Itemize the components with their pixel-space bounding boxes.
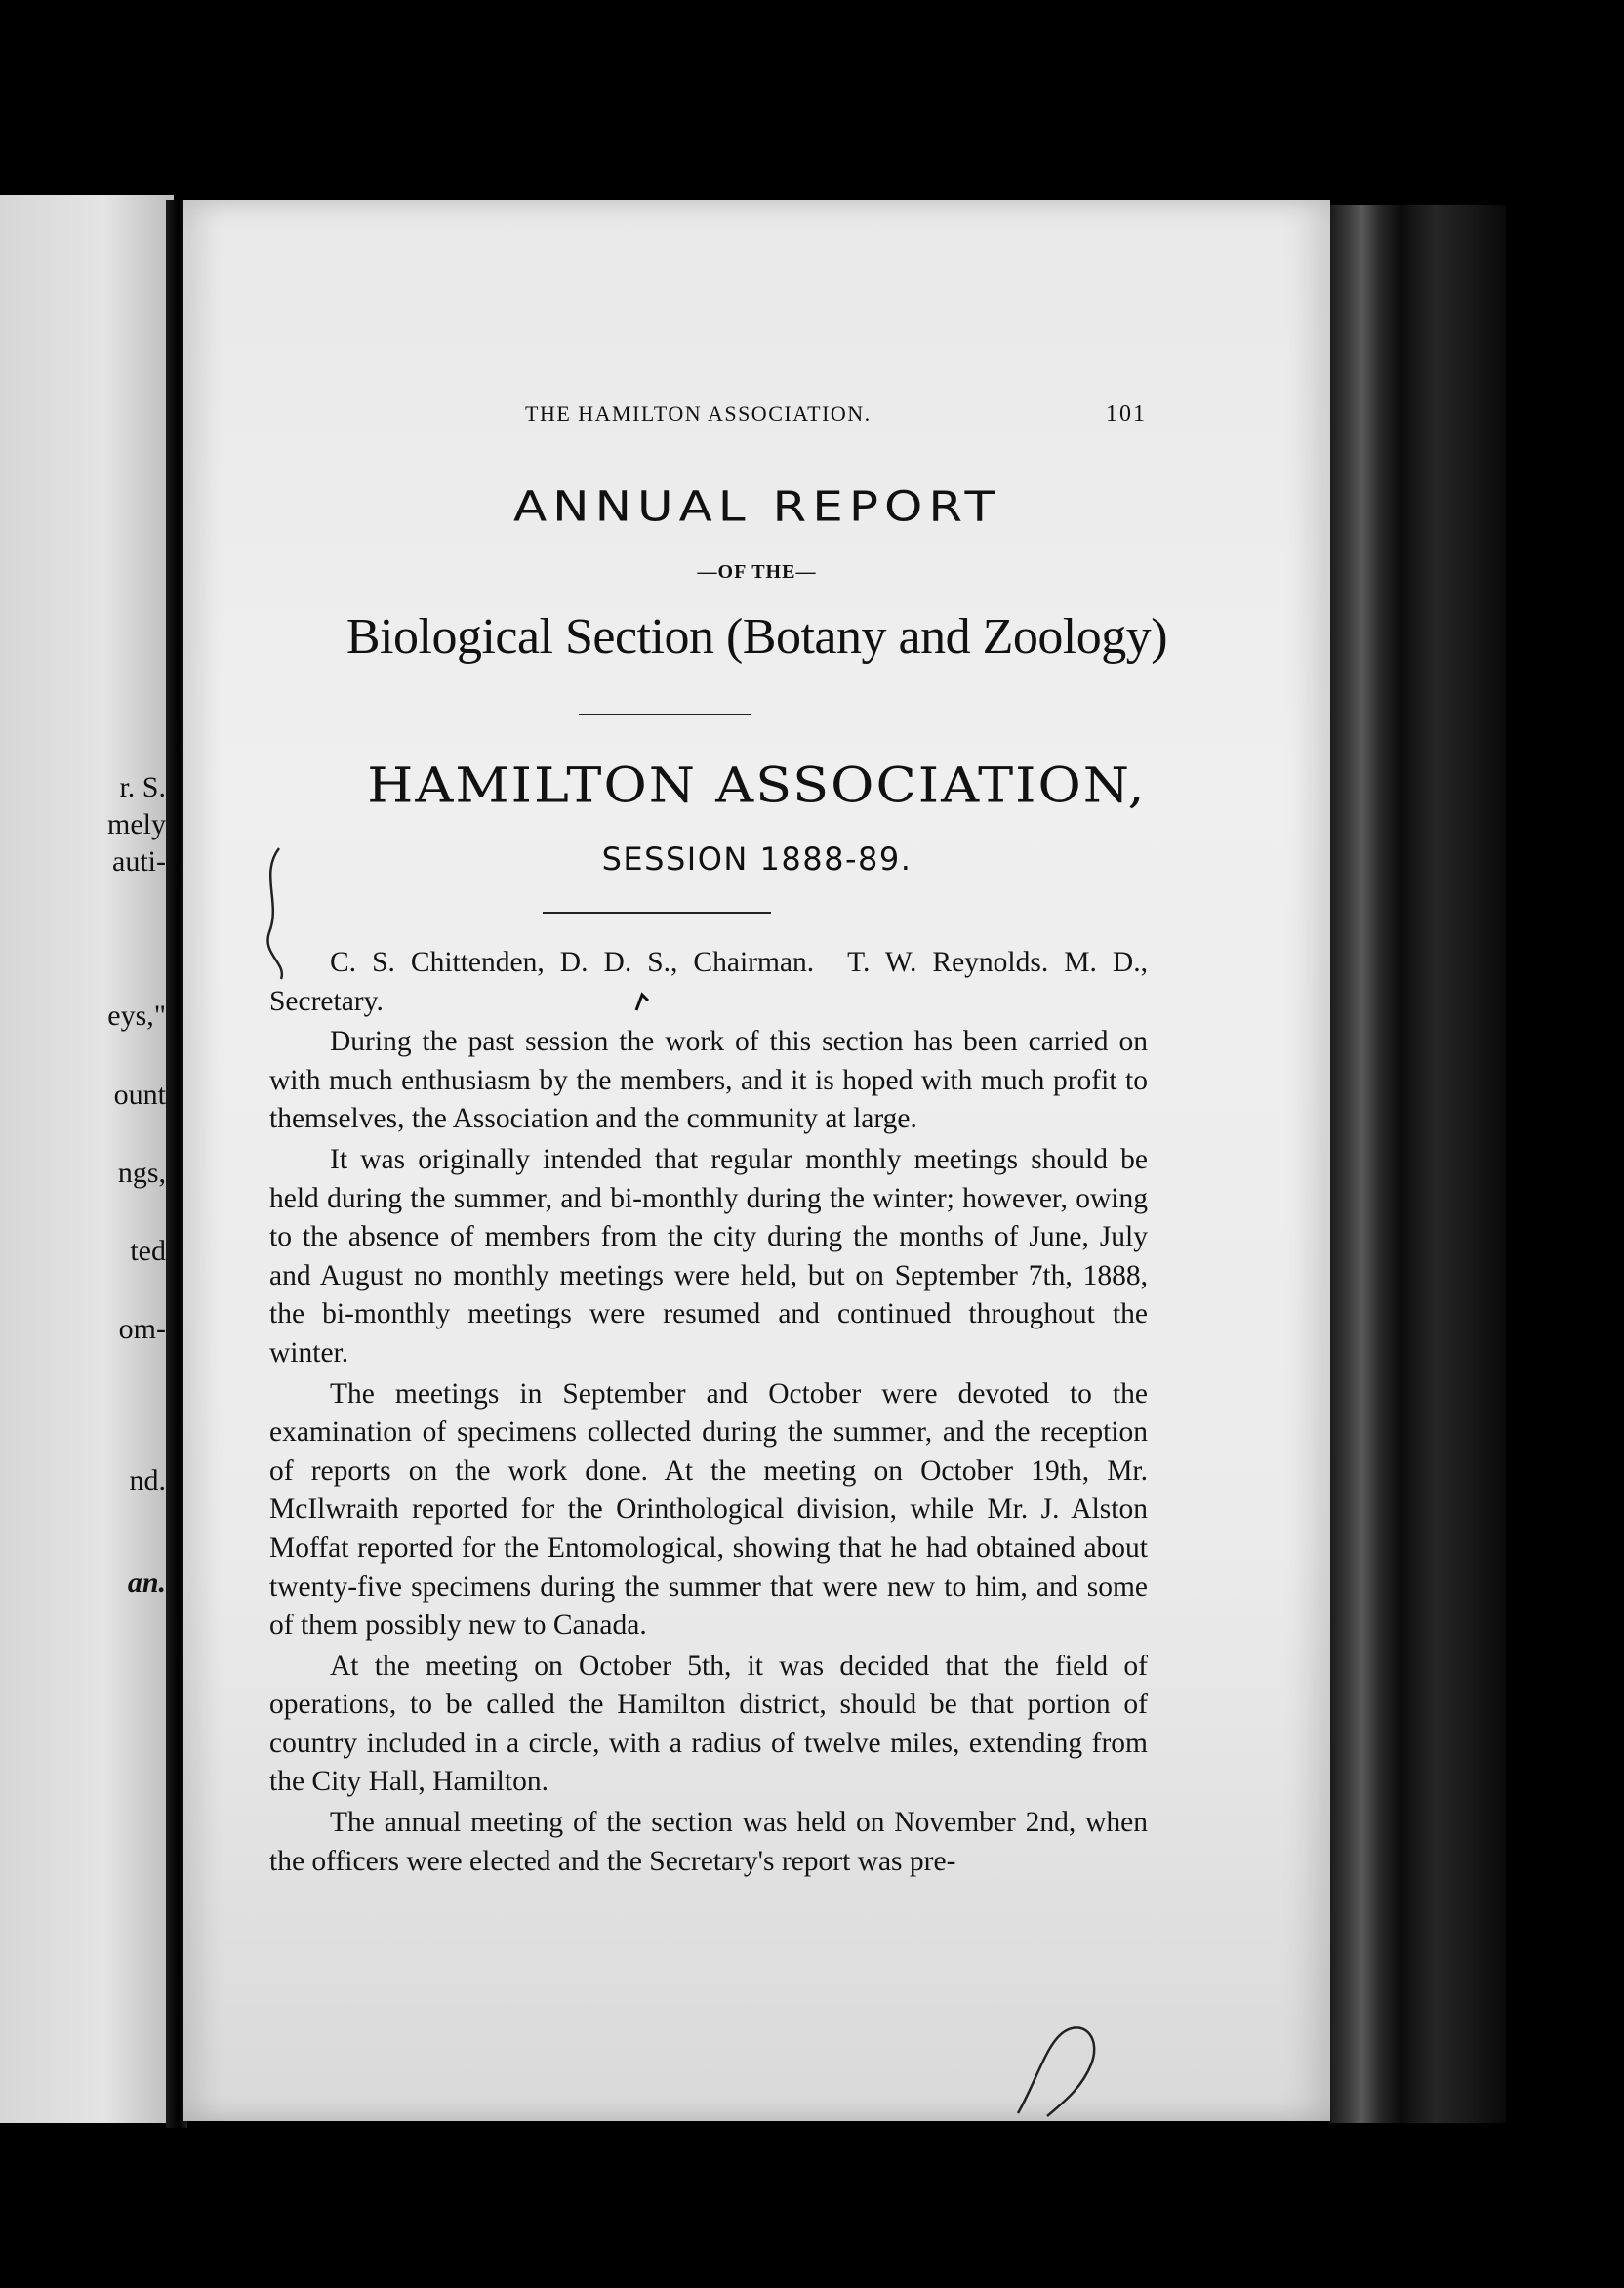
left-page-fragment: ngs, [117, 1157, 166, 1189]
left-page-fragment: eys," [107, 1000, 166, 1032]
left-page-fragment: ted [130, 1235, 166, 1267]
paragraph: At the meeting on October 5th, it was decided that the field of operations, to be called the Hamilton district, should be that portion of country included in a circle, with a radius of twelve miles, extending from the City Hall, Hamilton. [269, 1650, 1148, 1798]
association-title: HAMILTON ASSOCIATION, [367, 756, 1147, 814]
left-page-fragment: an. [127, 1567, 166, 1599]
section-title: Biological Section (Botany and Zoology) [345, 609, 1168, 665]
pencil-scribble-mark [1008, 2011, 1116, 2118]
session-title: SESSION 1888-89. [601, 840, 913, 878]
report-title: ANNUAL REPORT [512, 482, 1001, 531]
facing-page-left [0, 195, 174, 2123]
paragraph: During the past session the work of this section has been carried on with much enthusiasm by the members, and it is hoped with much profit to themselves, the Association and the community at large. [269, 1026, 1148, 1135]
left-page-fragment: auti- [112, 845, 166, 878]
left-page-fragment: mely [107, 808, 166, 840]
secretary: T. W. Reynolds. M. D., Secretary. [269, 947, 1148, 1017]
paragraph: The annual meeting of the section was held on November 2nd, when the officers were elected and the Secretary's report was pre- [269, 1807, 1148, 1877]
report-subtitle-of-the: —OF THE— [697, 561, 817, 583]
chairman: C. S. Chittenden, D. D. S., Chairman. [330, 947, 815, 978]
document-page [183, 200, 1330, 2121]
page-number: 101 [1106, 401, 1147, 427]
left-page-fragment: nd. [129, 1464, 166, 1496]
divider-rule [543, 912, 771, 914]
left-page-fragment: om- [118, 1313, 166, 1345]
report-body [269, 944, 1148, 1881]
left-page-fragment: r. S. [119, 771, 166, 803]
paragraph: The meetings in September and October were devoted to the examination of specimens collected during the summer, and the reception of reports on the work done. At the meeting on October 19th, Mr. McIlwraith reported for the Orinthological division, while Mr. J. Alston Moffat reported for the Entomological, showing that he had obtained about twenty-five specimens during the summer that were new to him, and some of them possibly new to Canada. [269, 1377, 1148, 1642]
paragraph: It was originally intended that regular monthly meetings should be held during the summer, and bi-monthly during the winter; however, owing to the absence of members from the city during the months of June, July and August no monthly meetings were held, but on September 7th, 1888, the bi-monthly meetings were resumed and continued throughout the winter. [269, 1143, 1148, 1369]
book-edge [1330, 205, 1506, 2123]
officers-line [269, 944, 1148, 1021]
divider-rule [579, 714, 751, 715]
left-page-fragment: ount [113, 1079, 166, 1111]
running-head-title: THE HAMILTON ASSOCIATION. [525, 401, 872, 426]
